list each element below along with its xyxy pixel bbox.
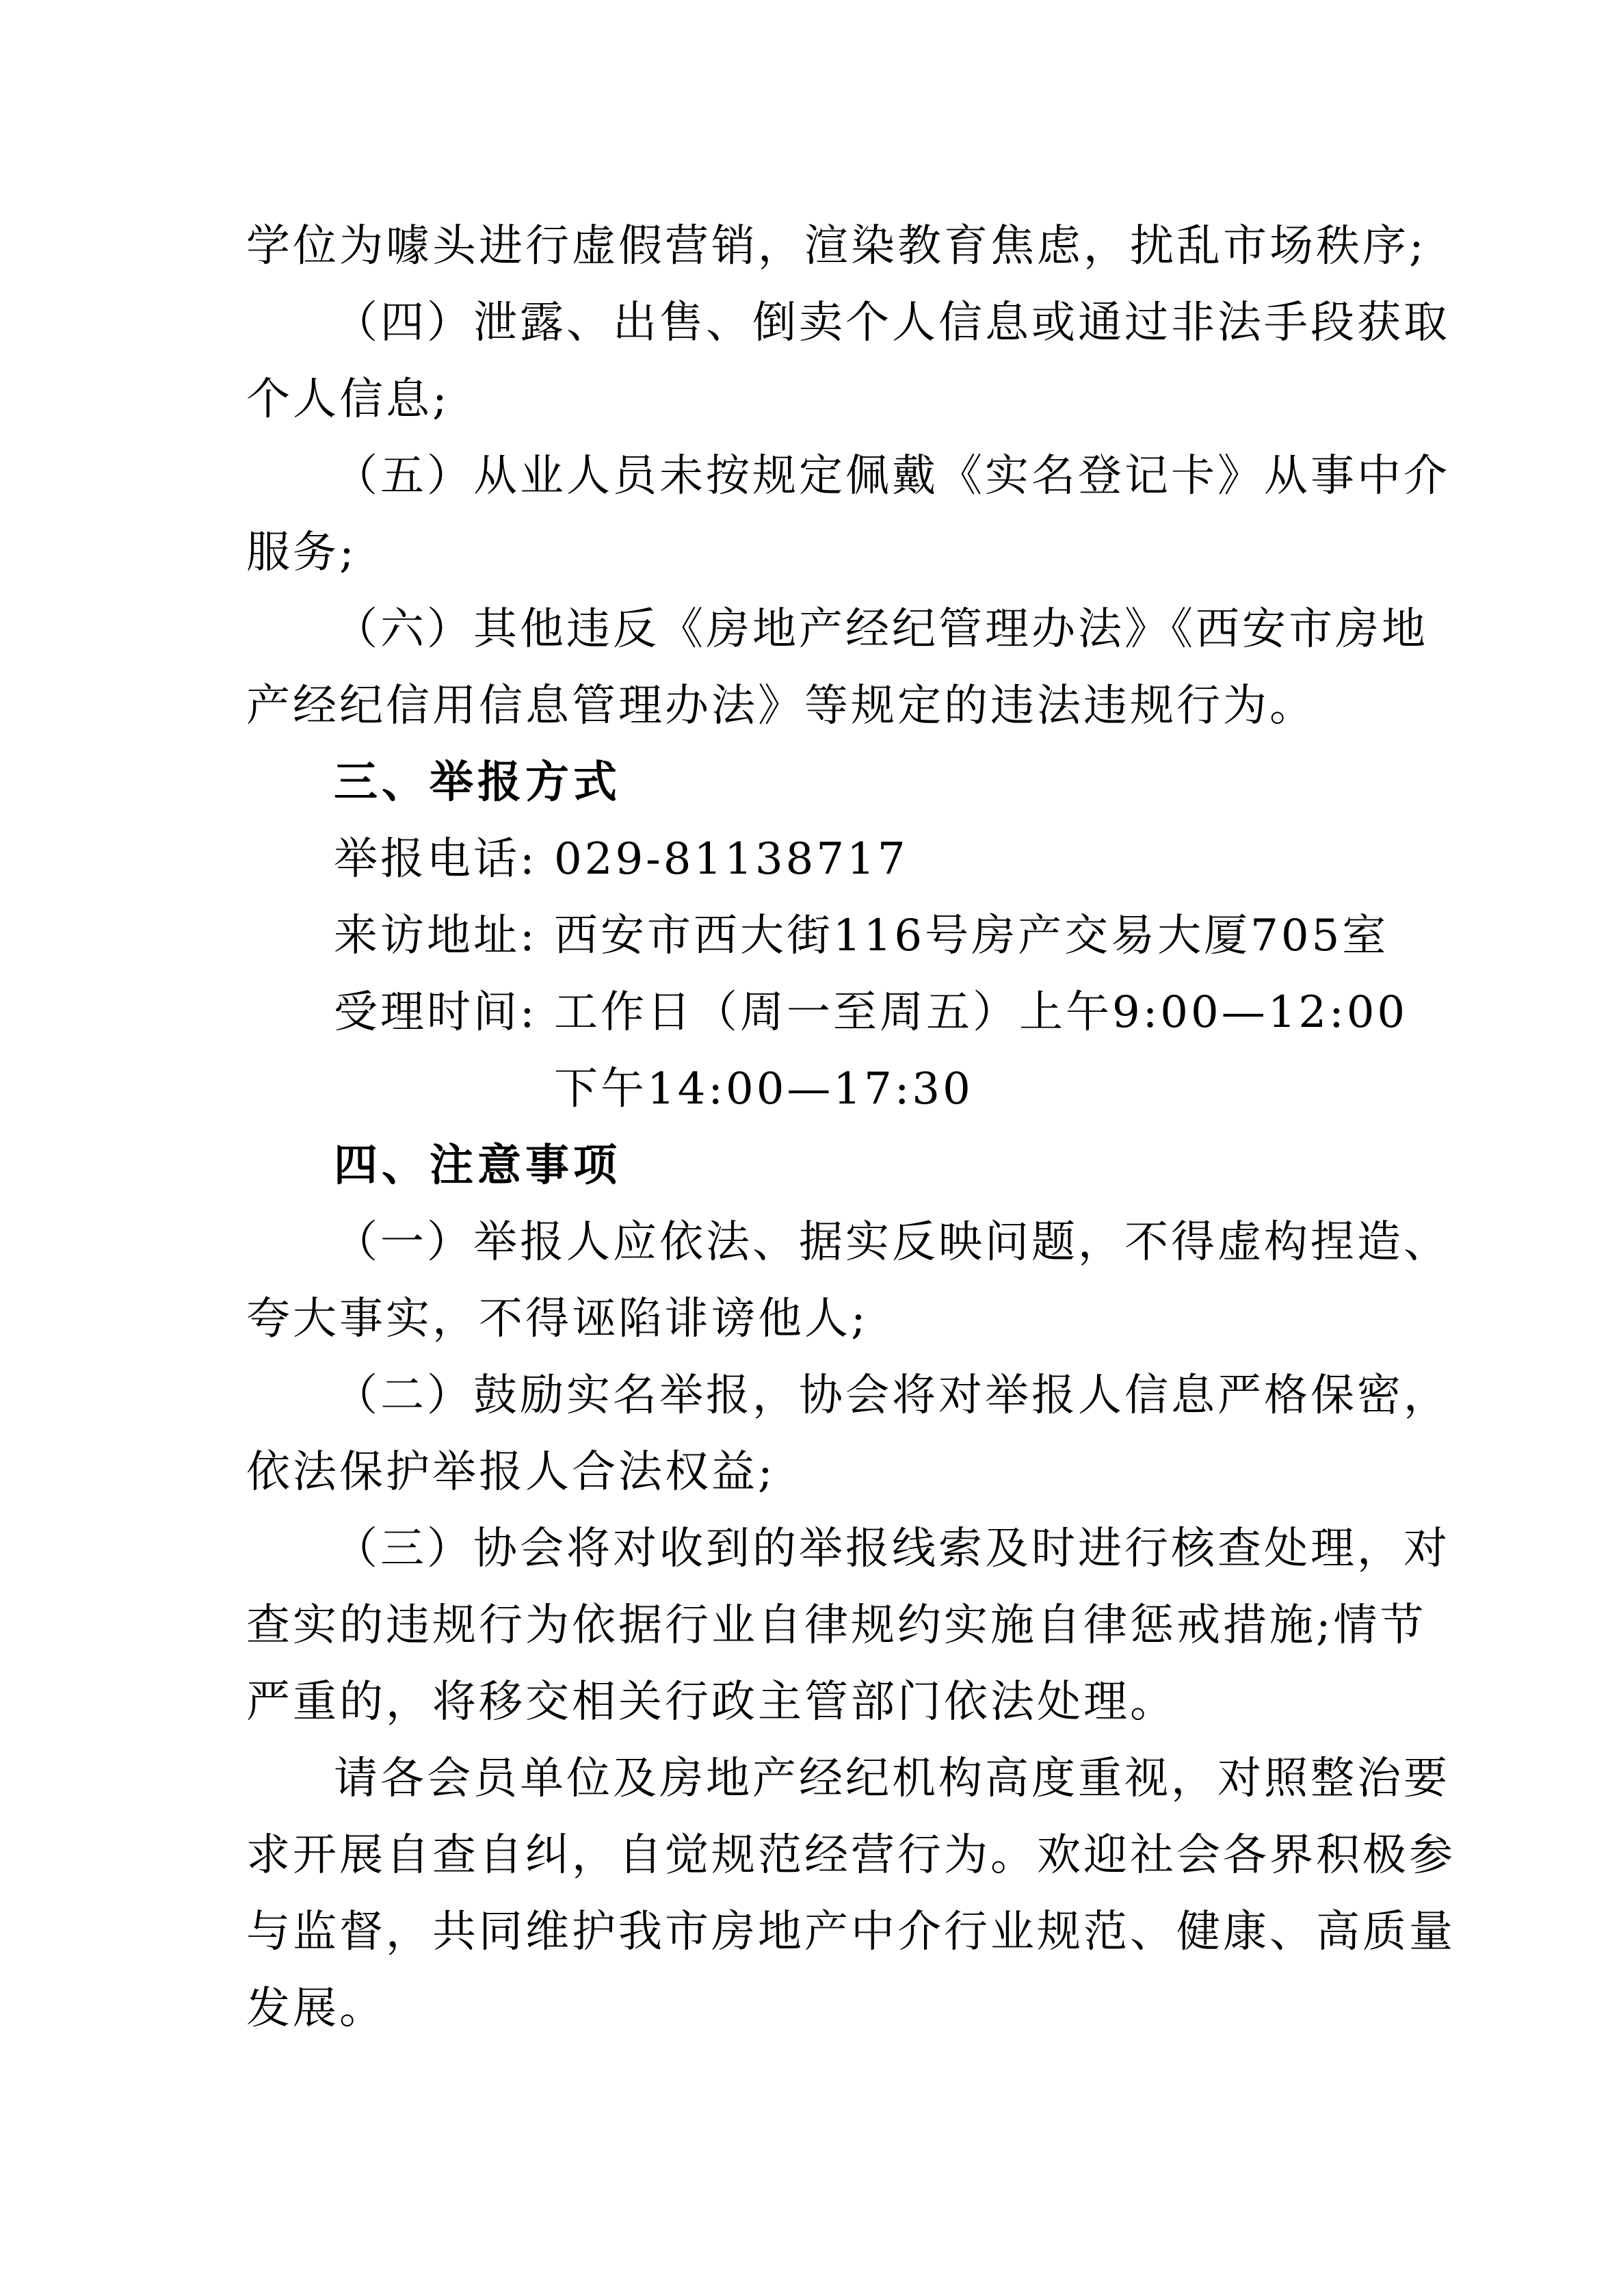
section-heading: 四、注意事项	[334, 1140, 621, 1191]
paragraph-line: （三）协会将对收到的举报线索及时进行核查处理，对	[334, 1524, 1450, 1574]
address-label: 来访地址:	[334, 911, 538, 961]
paragraph-line: 夸大事实，不得诬陷诽谤他人;	[246, 1294, 869, 1344]
paragraph-line: 依法保护举报人合法权益;	[246, 1447, 776, 1498]
closing-line: 求开展自查自纠，自觉规范经营行为。欢迎社会各界积极参	[246, 1830, 1455, 1881]
section-heading: 三、举报方式	[334, 757, 621, 808]
address-value: 西安市西大街116号房产交易大厦705室	[554, 911, 1389, 961]
paragraph-line: （一）举报人应依法、据实反映问题，不得虚构捏造、	[334, 1217, 1450, 1268]
time-value-morning: 工作日（周一至周五）上午9:00—12:00	[554, 987, 1408, 1038]
time-label: 受理时间:	[334, 987, 538, 1038]
paragraph-line: 个人信息;	[246, 374, 450, 425]
paragraph-line: （四）泄露、出售、倒卖个人信息或通过非法手段获取	[334, 298, 1450, 348]
paragraph-line: （五）从业人员未按规定佩戴《实名登记卡》从事中介	[334, 451, 1450, 501]
paragraph-line: 学位为噱头进行虚假营销，渲染教育焦虑，扰乱市场秩序;	[246, 221, 1427, 272]
phone-value: 029-81138717	[554, 834, 908, 885]
closing-line: 发展。	[246, 1983, 386, 2034]
paragraph-line: 查实的违规行为依据行业自律规约实施自律惩戒措施;情节	[246, 1600, 1427, 1651]
phone-label: 举报电话:	[334, 834, 538, 885]
paragraph-line: （二）鼓励实名举报，协会将对举报人信息严格保密，	[334, 1370, 1450, 1421]
paragraph-line: 严重的，将移交相关行政主管部门依法处理。	[246, 1677, 1176, 1727]
closing-line: 与监督，共同维护我市房地产中介行业规范、健康、高质量	[246, 1907, 1455, 1957]
time-value-afternoon: 下午14:00—17:30	[554, 1064, 973, 1114]
paragraph-line: 服务;	[246, 527, 357, 578]
paragraph-line: 产经纪信用信息管理办法》等规定的违法违规行为。	[246, 681, 1316, 731]
closing-line: 请各会员单位及房地产经纪机构高度重视，对照整治要	[334, 1753, 1450, 1804]
paragraph-line: （六）其他违反《房地产经纪管理办法》《西安市房地	[334, 604, 1428, 655]
